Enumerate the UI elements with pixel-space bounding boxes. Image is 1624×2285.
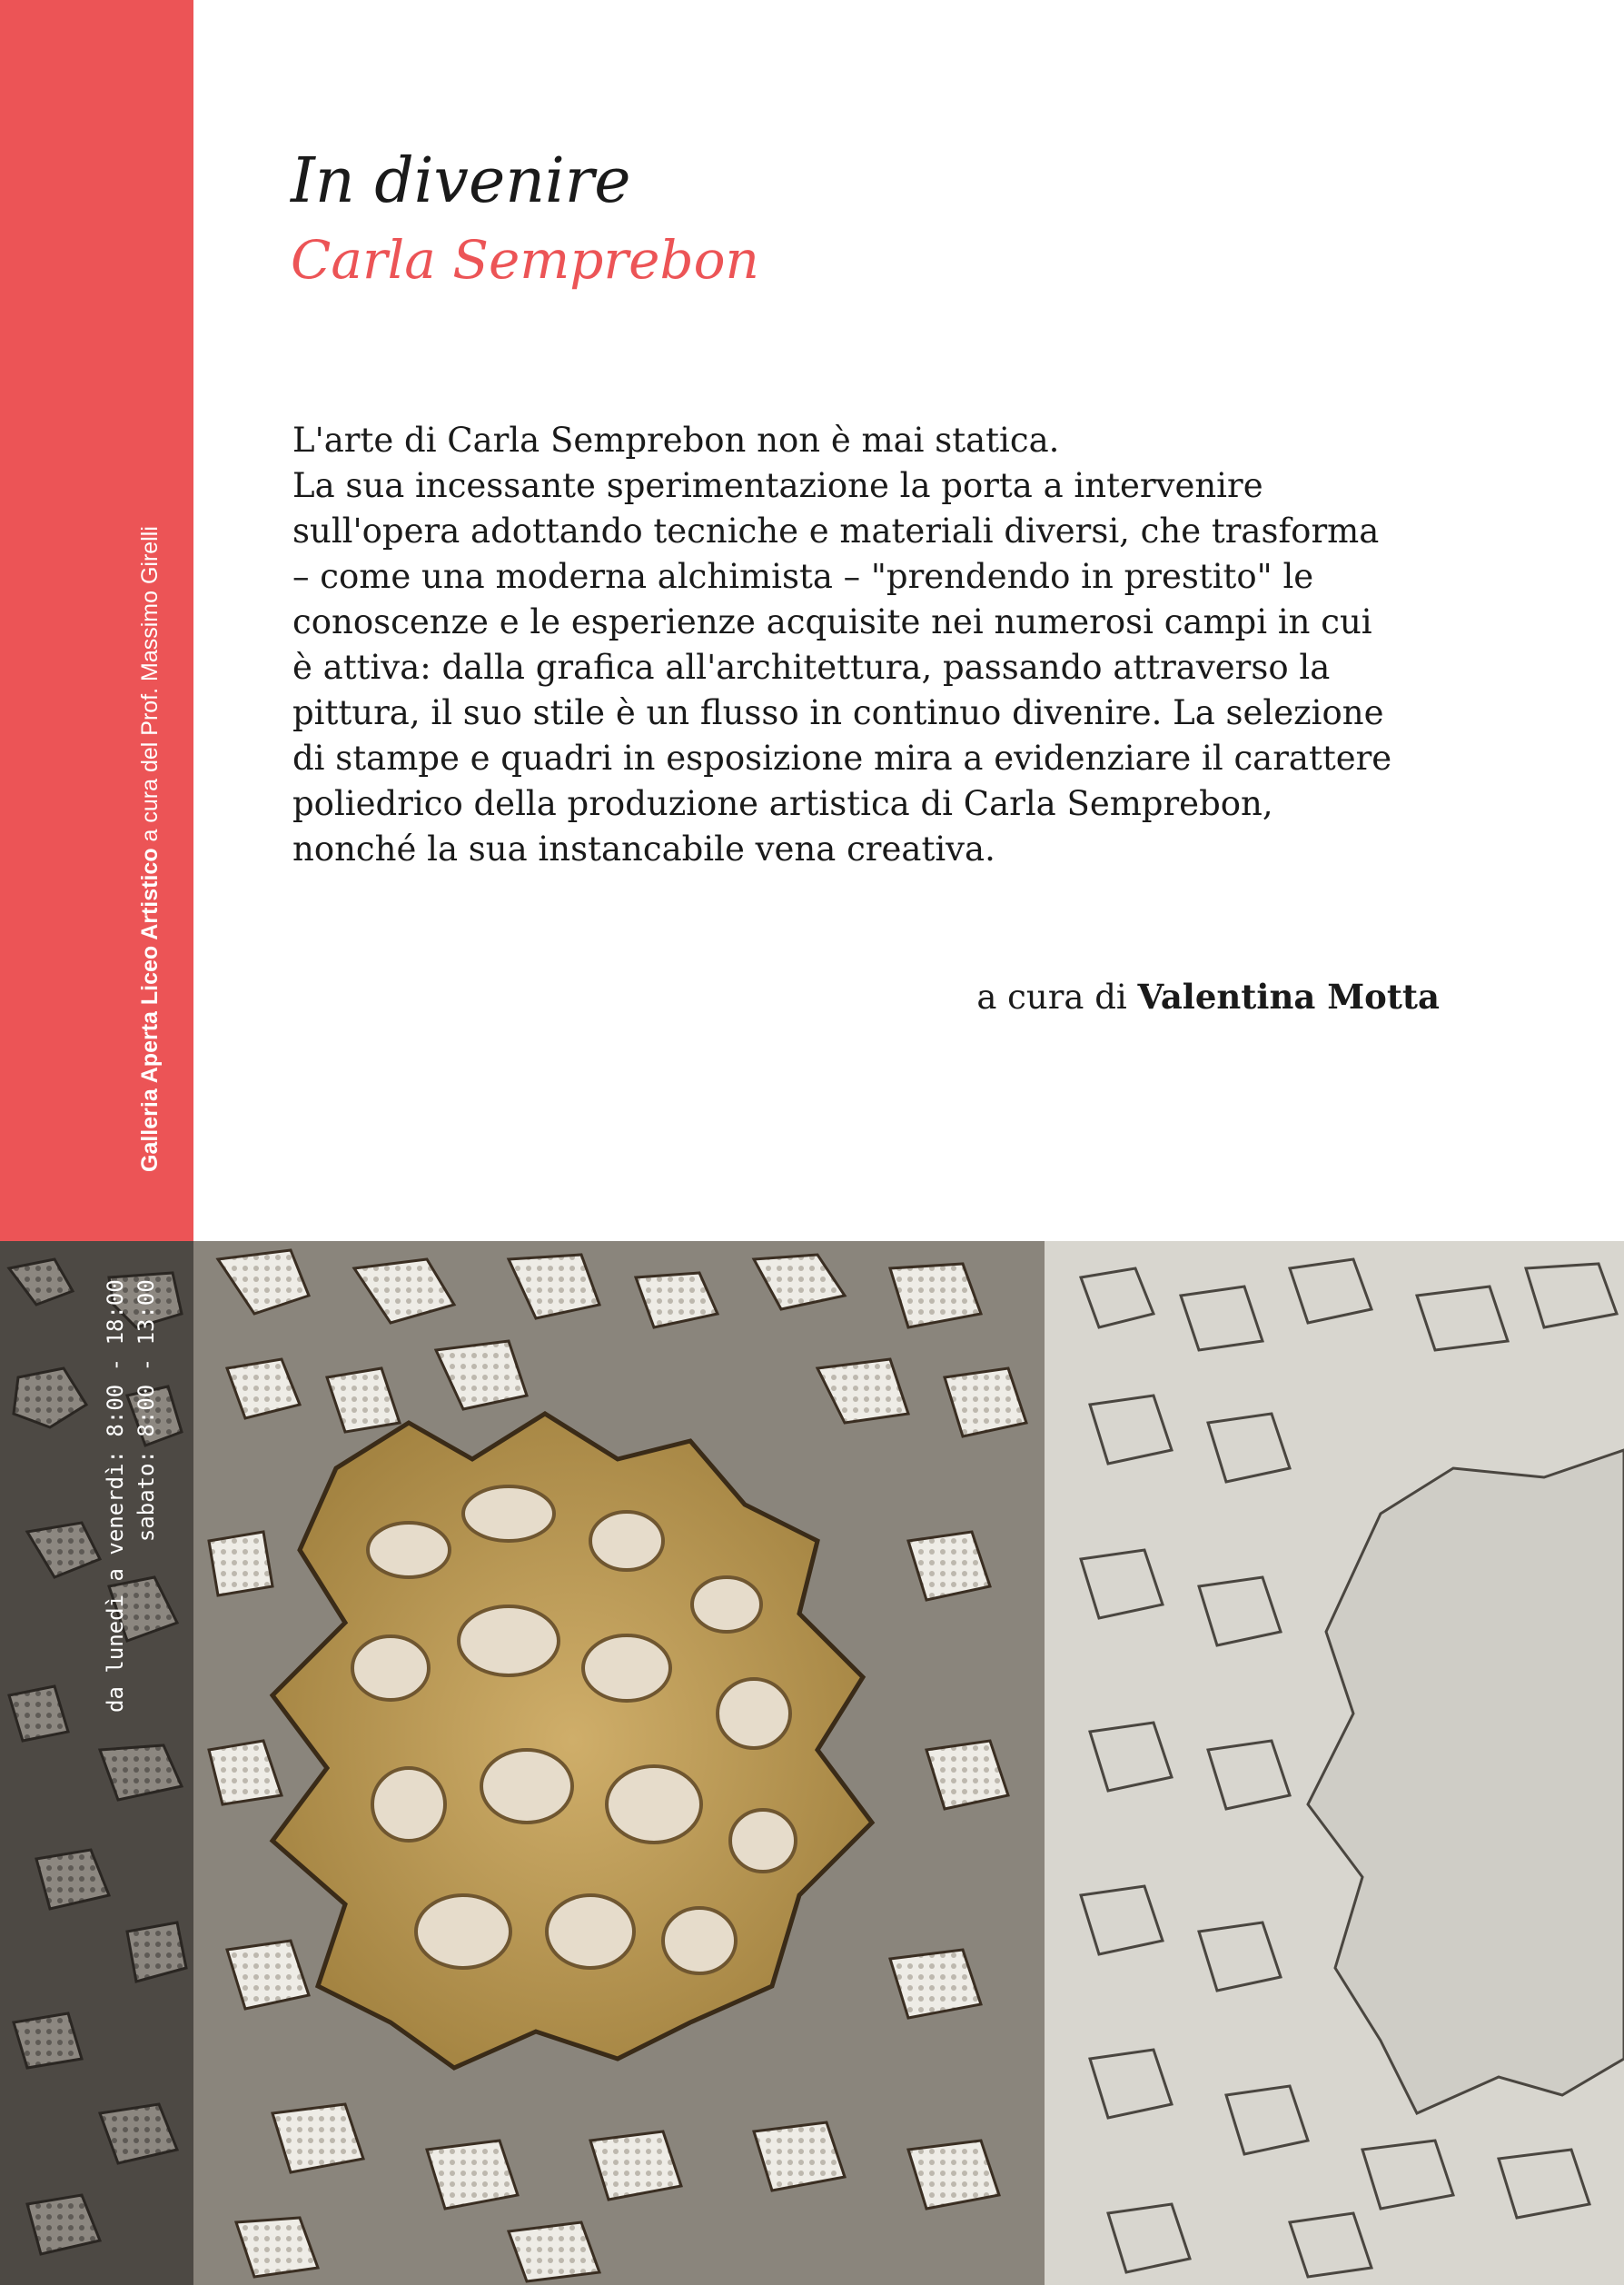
- curator-credit: [976, 977, 1440, 1017]
- hours-saturday: sabato: 8:00 - 13:00: [134, 1279, 159, 1543]
- venue-credit: [137, 526, 163, 1172]
- venue-curator: a cura del Prof. Massimo Girelli: [137, 526, 163, 842]
- artist-name: Carla Semprebon: [291, 229, 759, 291]
- description-line: è attiva: dalla grafica all'architettura, passando attraverso la: [292, 648, 1331, 687]
- description-line: pittura, il suo stile è un flusso in continuo divenire. La selezione: [292, 693, 1384, 732]
- venue-name: Galleria Aperta Liceo Artistico: [137, 848, 163, 1172]
- description-line: poliedrico della produzione artistica di Carla Semprebon,: [292, 784, 1273, 823]
- description-line: La sua incessante sperimentazione la porta a intervenire: [292, 466, 1263, 505]
- description-line: di stampe e quadri in esposizione mira a evidenziare il carattere: [292, 739, 1392, 778]
- description-line: – come una moderna alchimista – "prendendo in prestito" le: [292, 557, 1314, 596]
- curator-prefix: a cura di: [976, 978, 1127, 1017]
- artwork-photo: [0, 1241, 1624, 2285]
- exhibition-title: In divenire: [291, 145, 631, 217]
- description-line: L'arte di Carla Semprebon non è mai statica.: [292, 421, 1060, 460]
- description-line: sull'opera adottando tecniche e materiali diversi, che trasforma: [292, 512, 1380, 551]
- opening-hours: [100, 1279, 162, 1713]
- sidebar-band: [0, 0, 193, 1241]
- hours-weekdays: da lunedì a venerdì: 8:00 - 18:00: [103, 1279, 128, 1713]
- description-line: nonché la sua instancabile vena creativa.: [292, 830, 995, 869]
- curator-name: Valentina Motta: [1137, 977, 1440, 1017]
- description-text: [292, 418, 1473, 872]
- description-line: conoscenze e le esperienze acquisite nei numerosi campi in cui: [292, 602, 1372, 641]
